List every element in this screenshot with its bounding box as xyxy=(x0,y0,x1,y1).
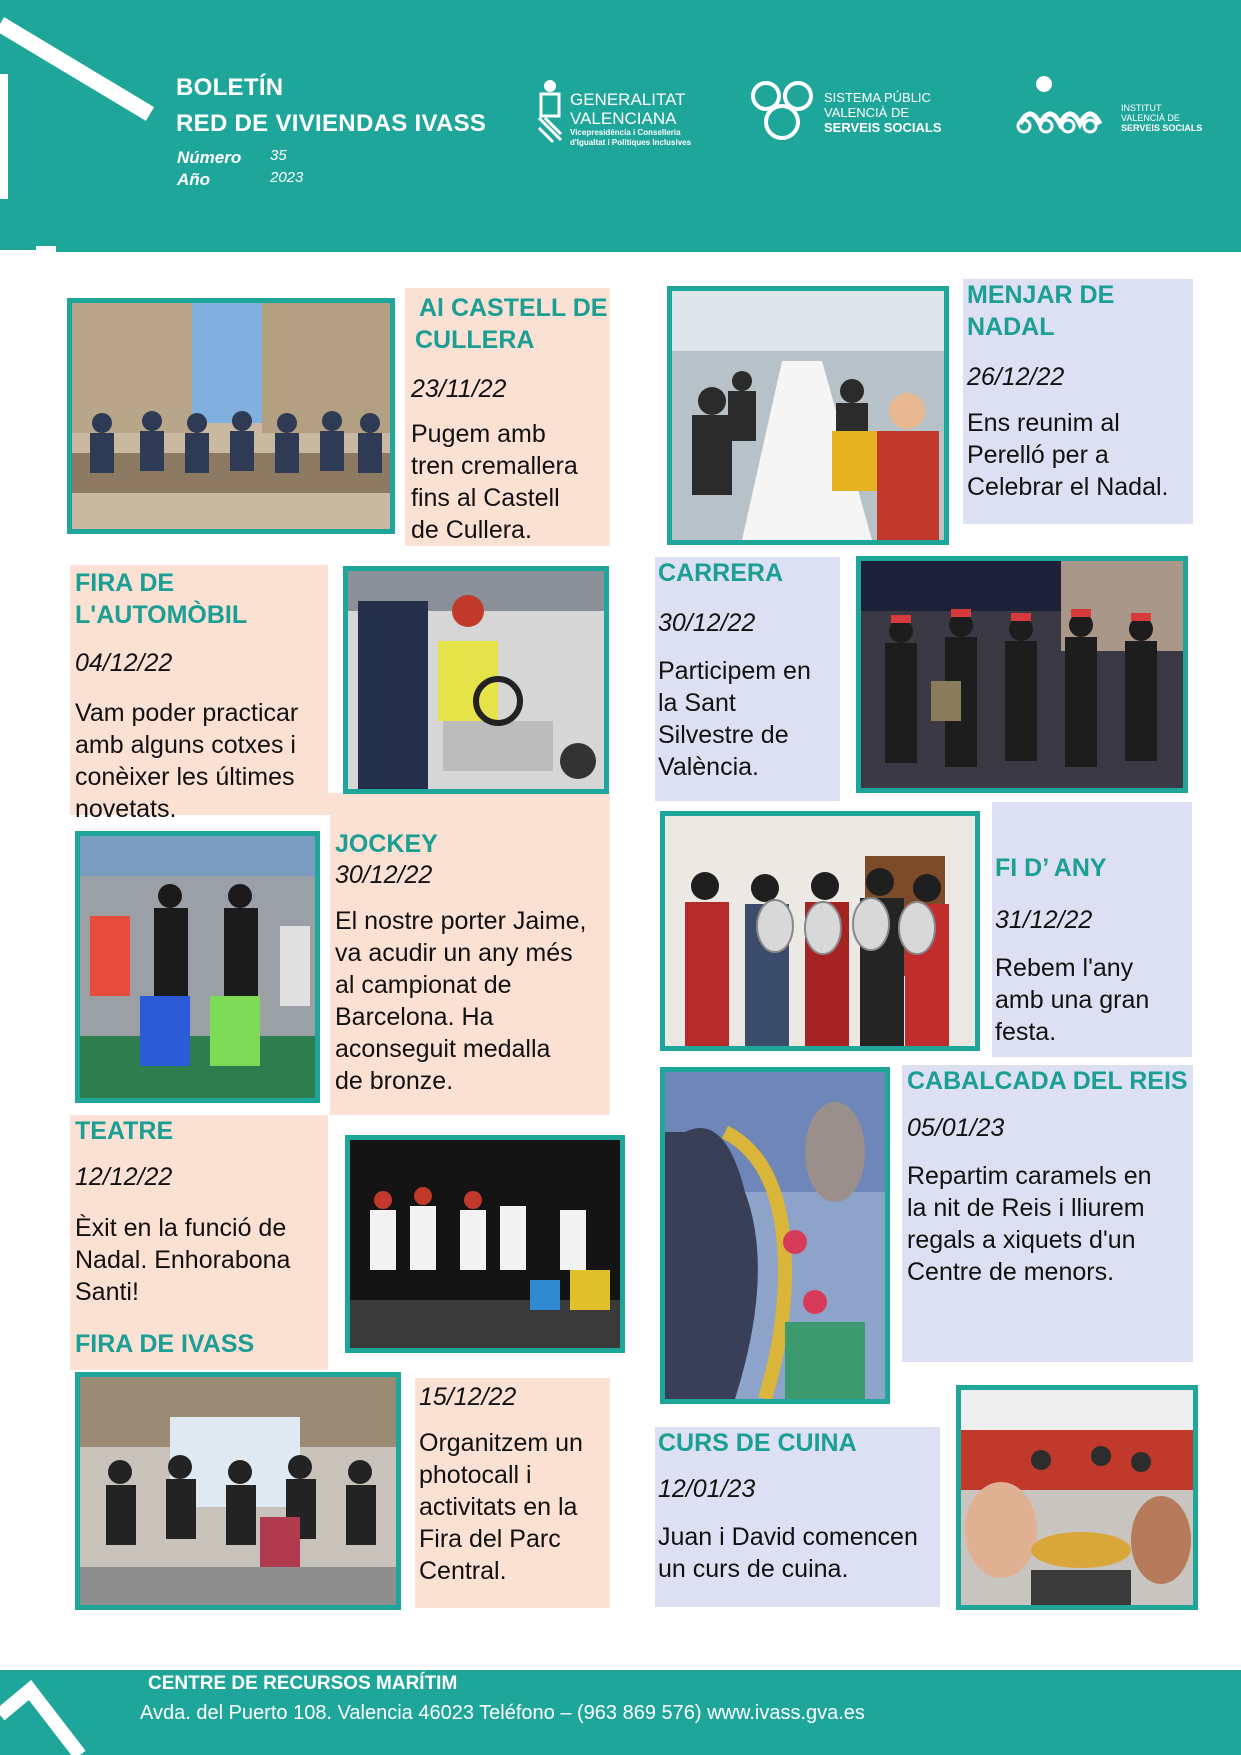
article-jockey xyxy=(330,815,610,1115)
article-cabalcada xyxy=(902,1065,1193,1362)
photo-fira-automobil xyxy=(343,566,609,794)
article-title: JOCKEY xyxy=(335,830,438,858)
article-title: CARRERA xyxy=(658,559,783,587)
article-fira-ivass xyxy=(415,1378,610,1608)
year-label: Año xyxy=(177,170,211,189)
article-text: Èxit en la funció de Nadal. Enhorabona Santi! xyxy=(75,1214,291,1306)
article-title: Al CASTELL DE CULLERA xyxy=(415,294,608,354)
article-date: 12/12/22 xyxy=(75,1163,173,1191)
footer-centre-name: CENTRE DE RECURSOS MARÍTIM xyxy=(148,1673,458,1694)
generalitat-emblem-icon xyxy=(535,78,565,144)
photo-fi-any xyxy=(660,811,980,1051)
article-fi-any xyxy=(992,802,1192,1057)
photo-menjar-nadal xyxy=(667,286,949,545)
photo-cabalcada xyxy=(660,1067,890,1404)
number-label: Número xyxy=(177,148,242,167)
article-teatre xyxy=(70,1115,328,1370)
footer-address: Avda. del Puerto 108. Valencia 46023 Teléfono – (963 869 576) www.ivass.gva.es xyxy=(140,1702,865,1724)
house-icon xyxy=(0,14,160,254)
photo-jockey xyxy=(75,831,320,1103)
article-date: 30/12/22 xyxy=(335,861,433,889)
article-date: 31/12/22 xyxy=(995,906,1093,934)
photo-carrera xyxy=(856,556,1188,793)
photo-curs-cuina xyxy=(956,1385,1198,1610)
logo-generalitat: GENERALITAT VALENCIANA Vicepresidència i Conselleria d'Igualtat i Polítiques Inclusives xyxy=(570,90,692,147)
article-title: FIRA DE L'AUTOMÒBIL xyxy=(75,569,248,629)
article-date: 23/11/22 xyxy=(411,375,507,403)
article-title-fira-ivass: FIRA DE IVASS xyxy=(75,1330,255,1358)
article-text: Vam poder practicar amb alguns cotxes i conèixer les últimes novetats. xyxy=(75,699,299,823)
article-text: Organitzem un photocall i activitats en la Fira del Parc Central. xyxy=(419,1429,583,1585)
article-title: CURS DE CUINA xyxy=(658,1429,857,1457)
serveis-socials-logo-icon xyxy=(750,80,816,142)
article-title: TEATRE xyxy=(75,1117,174,1145)
article-text: Ens reunim al Perelló per a Celebrar el Nadal. xyxy=(967,409,1169,501)
article-curs-cuina xyxy=(655,1427,940,1607)
article-carrera xyxy=(655,557,840,801)
article-date: 30/12/22 xyxy=(658,609,756,637)
year-value: 2023 xyxy=(270,169,304,186)
institut-logo-icon xyxy=(1016,74,1116,136)
article-date: 15/12/22 xyxy=(419,1383,517,1411)
article-castell xyxy=(405,288,610,546)
footer-roof-icon xyxy=(0,1680,90,1755)
article-date: 26/12/22 xyxy=(967,363,1065,391)
article-text: Repartim caramels en la nit de Reis i lliurem regals a xiquets d'un Centre de menors. xyxy=(907,1162,1152,1286)
article-date: 04/12/22 xyxy=(75,649,173,677)
article-text: El nostre porter Jaime, va acudir un any més al campionat de Barcelona. Ha aconseguit medalla de bronze. xyxy=(335,907,587,1095)
article-date: 05/01/23 xyxy=(907,1114,1005,1142)
photo-teatre xyxy=(345,1135,625,1353)
logo-sistema-public: SISTEMA PÚBLIC VALENCIÀ DE SERVEIS SOCIALS xyxy=(824,90,942,135)
article-text: Pugem amb tren cremallera fins al Castell de Cullera. xyxy=(411,420,578,544)
photo-fira-ivass xyxy=(75,1372,401,1610)
bulletin-title: BOLETÍN RED DE VIVIENDAS IVASS xyxy=(176,74,487,137)
number-value: 35 xyxy=(270,147,287,164)
article-text: Rebem l'any amb una gran festa. xyxy=(995,954,1150,1046)
article-menjar-nadal xyxy=(963,279,1193,524)
article-date: 12/01/23 xyxy=(658,1475,756,1503)
logo-institut: INSTITUT VALENCIÀ DE SERVEIS SOCIALS xyxy=(1121,103,1203,133)
article-title: CABALCADA DEL REIS xyxy=(907,1067,1188,1095)
article-text: Participem en la Sant Silvestre de València. xyxy=(658,657,811,781)
photo-castell-cullera xyxy=(67,298,395,534)
article-title: FI D’ ANY xyxy=(995,854,1107,882)
article-text: Juan i David comencen un curs de cuina. xyxy=(658,1523,918,1583)
article-title: MENJAR DE NADAL xyxy=(967,281,1115,341)
